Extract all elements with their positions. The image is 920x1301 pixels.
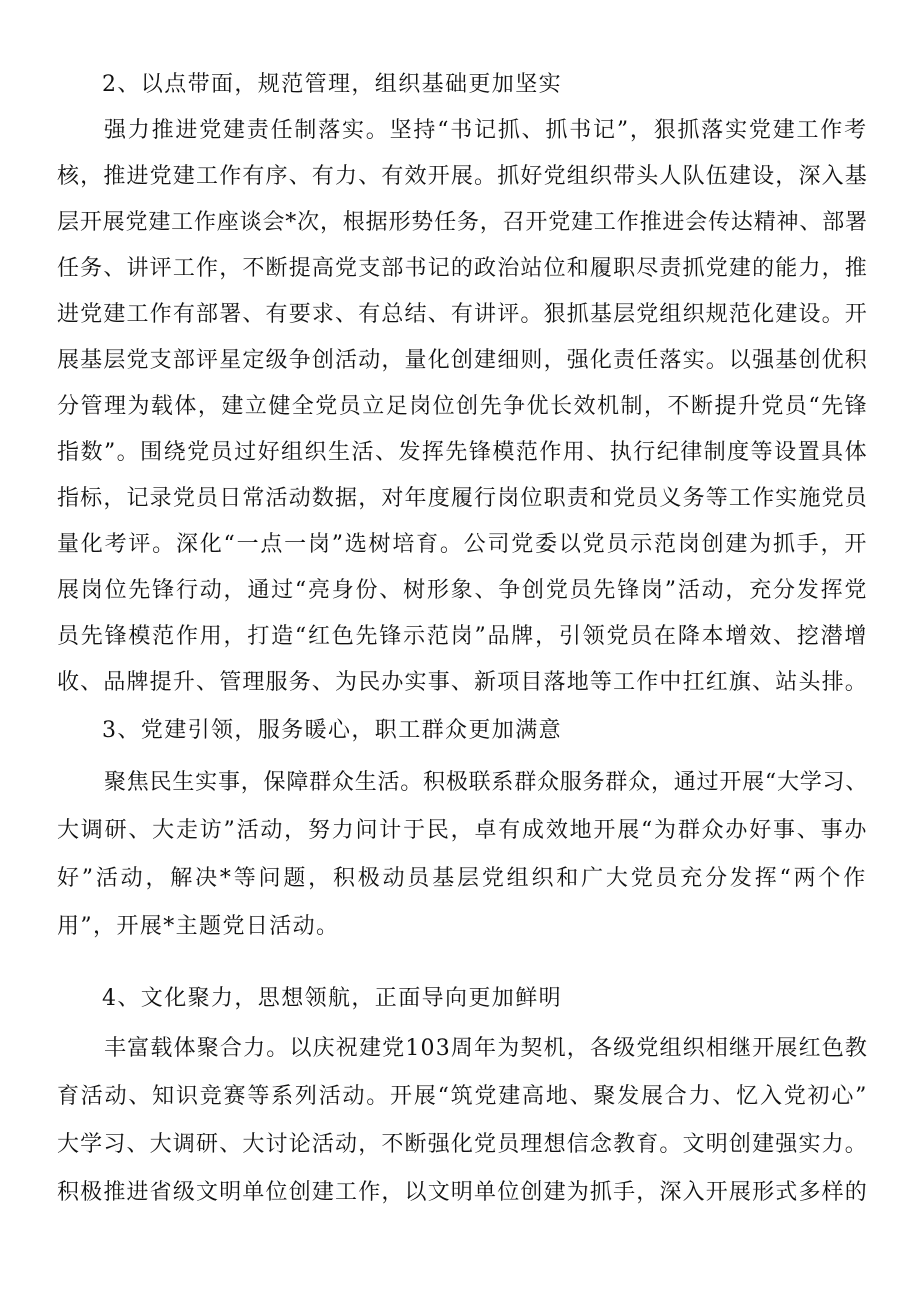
heading-section-4: 4、文化聚力，思想领航，正面导向更加鲜明	[102, 986, 562, 1011]
paragraph-line: 大学习、大调研、大讨论活动，不断强化党员理想信念教育。文明创建强实力。	[57, 1132, 868, 1157]
paragraph-line: 收、品牌提升、管理服务、为民办实事、新项目落地等工作中扛红旗、站头排。	[57, 670, 868, 695]
paragraph-line: 层开展党建工作座谈会*次，根据形势任务，召开党建工作推进会传达精神、部署	[57, 210, 868, 235]
paragraph-line: 育活动、知识竞赛等系列活动。开展“筑党建高地、聚发展合力、忆入党初心”	[57, 1084, 869, 1109]
paragraph-line: 核，推进党建工作有序、有力、有效开展。抓好党组织带头人队伍建设，深入基	[57, 164, 868, 189]
paragraph-line: 员先锋模范作用，打造“红色先锋示范岗”品牌，引领党员在降本增效、挖潜增	[57, 624, 869, 649]
paragraph-line: 指标，记录党员日常活动数据，对年度履行岗位职责和党员义务等工作实施党员	[57, 486, 868, 511]
paragraph-line: 展基层党支部评星定级争创活动，量化创建细则，强化责任落实。以强基创优积	[57, 348, 868, 373]
paragraph-line: 指数”。围绕党员过好组织生活、发挥先锋模范作用、执行纪律制度等设置具体	[57, 440, 869, 465]
paragraph-line: 任务、讲评工作，不断提高党支部书记的政治站位和履职尽责抓党建的能力，推	[57, 256, 868, 281]
paragraph-line: 强力推进党建责任制落实。坚持“书记抓、抓书记”，狠抓落实党建工作考	[104, 118, 868, 143]
paragraph-line: 量化考评。深化“一点一岗”选树培育。公司党委以党员示范岗创建为抓手，开	[57, 532, 869, 557]
heading-section-3: 3、党建引领，服务暖心，职工群众更加满意	[102, 718, 562, 743]
paragraph-line: 进党建工作有部署、有要求、有总结、有讲评。狠抓基层党组织规范化建设。开	[57, 302, 868, 327]
paragraph-line: 展岗位先锋行动，通过“亮身份、树形象、争创党员先锋岗”活动，充分发挥党	[57, 578, 869, 603]
paragraph-line: 分管理为载体，建立健全党员立足岗位创先争优长效机制，不断提升党员“先锋	[57, 394, 869, 419]
paragraph-line: 用”，开展*主题党日活动。	[57, 914, 340, 939]
paragraph-line: 好”活动，解决*等问题，积极动员基层党组织和广大党员充分发挥“两个作	[57, 866, 869, 891]
paragraph-line: 积极推进省级文明单位创建工作，以文明单位创建为抓手，深入开展形式多样的	[57, 1180, 868, 1205]
paragraph-line: 大调研、大走访”活动，努力问计于民，卓有成效地开展“为群众办好事、事办	[57, 818, 869, 843]
paragraph-line: 丰富载体聚合力。以庆祝建党103周年为契机，各级党组织相继开展红色教	[104, 1036, 869, 1061]
heading-section-2: 2、以点带面，规范管理，组织基础更加坚实	[102, 72, 562, 97]
paragraph-line: 聚焦民生实事，保障群众生活。积极联系群众服务群众，通过开展“大学习、	[104, 770, 869, 795]
